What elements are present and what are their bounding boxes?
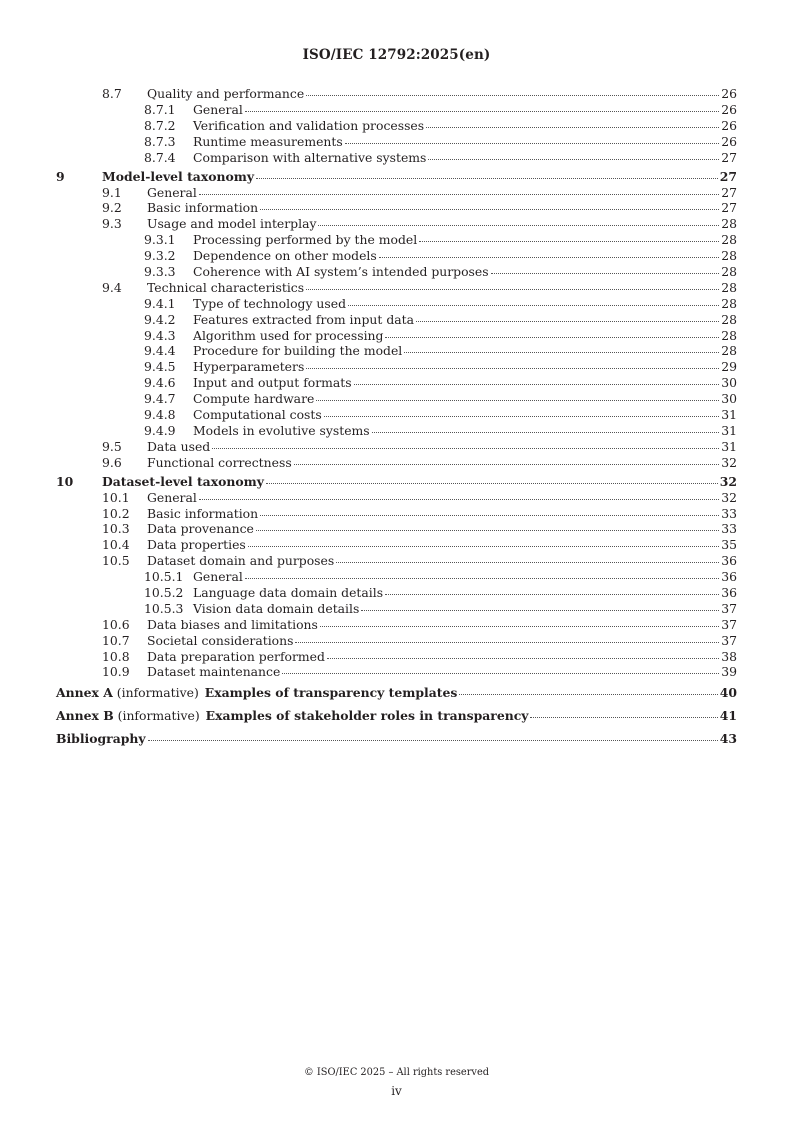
dot-leader: [361, 610, 719, 611]
dot-leader: [248, 546, 719, 547]
toc-number: 9.3: [102, 216, 122, 232]
toc-title: Quality and performance: [147, 86, 305, 101]
toc-page: 28: [721, 279, 737, 295]
toc-entry-10-7[interactable]: [56, 633, 737, 649]
dot-leader: [379, 257, 719, 258]
dot-leader: [459, 694, 717, 695]
toc-number: 9.4.5: [144, 359, 176, 375]
toc-entry-9-3-3[interactable]: [56, 264, 737, 280]
dot-leader: [256, 178, 718, 179]
copyright-footer: © ISO/IEC 2025 – All rights reserved: [303, 1067, 490, 1078]
toc-entry-9-4-7[interactable]: [56, 391, 737, 407]
dot-leader: [416, 321, 719, 322]
toc-title: General: [147, 489, 197, 505]
dot-leader: [354, 384, 720, 385]
toc-number: 9.4.9: [144, 422, 176, 438]
toc-number: 10.7: [102, 632, 130, 648]
dot-leader: [306, 95, 719, 96]
toc-number: 9.5: [102, 438, 122, 454]
toc-page: 31: [721, 407, 737, 422]
toc-page: 39: [721, 664, 737, 680]
toc-page: 27: [721, 200, 737, 216]
toc-entry-9-3-1[interactable]: [56, 232, 737, 248]
page-number: iv: [391, 1084, 402, 1098]
dot-leader: [404, 352, 719, 353]
toc-number: 10.5.3: [144, 600, 184, 616]
toc-page: 28: [721, 248, 737, 264]
toc-title: Computational costs: [193, 407, 322, 422]
toc-title: Comparison with alternative systems: [193, 149, 427, 165]
toc-page: 30: [721, 375, 737, 391]
dot-leader: [426, 127, 719, 128]
toc-number: 8.7.3: [144, 133, 176, 149]
toc-entry-9-4-9[interactable]: [56, 423, 737, 439]
annex-label: Annex A: [56, 685, 113, 701]
toc-number: 9.4.2: [144, 311, 176, 327]
toc-entry-9-5[interactable]: [56, 439, 737, 455]
dot-leader: [318, 225, 719, 226]
toc-page: 27: [719, 168, 737, 184]
toc-entry-9-6[interactable]: [56, 455, 737, 471]
toc-page: 33: [721, 505, 737, 521]
annex-informative: (informative): [116, 685, 199, 701]
toc-title: Data preparation performed: [147, 648, 325, 664]
toc-title: Data provenance: [147, 521, 254, 537]
toc-title: Dataset maintenance: [147, 664, 281, 680]
toc-entry-8-7-2[interactable]: [56, 118, 737, 134]
annex-title: Examples of stakeholder roles in transparency: [205, 708, 529, 724]
toc-page: 30: [721, 391, 737, 407]
dot-leader: [199, 499, 719, 500]
toc-entry-9[interactable]: [56, 169, 737, 185]
toc-number: 9.4.4: [144, 343, 176, 359]
toc-title: Data biases and limitations: [147, 616, 318, 632]
toc-title: Data used: [147, 438, 211, 454]
toc-entry-annex-a[interactable]: [56, 685, 737, 703]
toc-page: 35: [721, 537, 737, 553]
document-header: ISO/IEC 12792:2025(en): [302, 47, 491, 63]
toc-page: 28: [721, 343, 737, 359]
toc-number: 9.4.6: [144, 375, 176, 391]
toc-title: Vision data domain details: [193, 600, 360, 616]
toc-number: 10: [56, 473, 74, 489]
toc-title: Type of technology used: [193, 295, 347, 311]
toc-page: 28: [721, 216, 737, 232]
toc-title: General: [193, 569, 243, 585]
toc-entry-10[interactable]: [56, 474, 737, 490]
toc-title: Usage and model interplay: [147, 216, 317, 232]
toc-page: 27: [721, 184, 737, 200]
toc-page: 28: [721, 232, 737, 248]
toc-page: 41: [719, 708, 737, 724]
dot-leader: [491, 273, 720, 274]
toc-number: 10.4: [102, 537, 130, 553]
toc-title: Input and output formats: [193, 375, 352, 391]
toc-entry-10-8[interactable]: [56, 649, 737, 665]
toc-number: 9.4.1: [144, 295, 176, 311]
toc-title: Coherence with AI system’s intended purposes: [193, 263, 489, 279]
dot-leader: [428, 159, 719, 160]
toc-page: 36: [721, 584, 737, 600]
toc-page: 26: [721, 101, 737, 117]
toc-page: 31: [721, 438, 737, 454]
toc-entry-9-3[interactable]: [56, 216, 737, 232]
toc-entry-annex-b[interactable]: [56, 708, 737, 726]
toc-number: 9.3.2: [144, 248, 176, 264]
toc-title: General: [193, 101, 243, 117]
toc-entry-10-5-2[interactable]: [56, 585, 737, 601]
toc-number: 8.7: [102, 86, 122, 101]
toc-title: Hyperparameters: [193, 359, 305, 375]
toc-entry-8-7[interactable]: [56, 86, 737, 102]
bibliography-label: Bibliography: [56, 731, 146, 747]
toc-page: 26: [721, 86, 737, 101]
toc-page: 26: [721, 117, 737, 133]
toc-number: 9.4.7: [144, 391, 176, 407]
toc-page: 40: [719, 685, 737, 701]
toc-entry-10-5-1[interactable]: [56, 569, 737, 585]
toc-entry-9-4-3[interactable]: [56, 328, 737, 344]
toc-entry-10-5[interactable]: [56, 553, 737, 569]
toc-entry-8-7-1[interactable]: [56, 102, 737, 118]
toc-number: 10.5.1: [144, 569, 184, 585]
toc-title: Processing performed by the model: [193, 232, 418, 248]
toc-page: 28: [721, 295, 737, 311]
dot-leader: [306, 289, 719, 290]
toc-page: 28: [721, 263, 737, 279]
dot-leader: [282, 673, 719, 674]
toc-title: Features extracted from input data: [193, 311, 414, 327]
toc-title: [56, 731, 147, 747]
toc-number: 10.5.2: [144, 584, 184, 600]
toc-number: 10.3: [102, 521, 130, 537]
toc-entry-9-4-1[interactable]: [56, 296, 737, 312]
dot-leader: [320, 626, 719, 627]
toc-entry-bibliography[interactable]: [56, 731, 737, 749]
dot-leader: [372, 432, 720, 433]
toc-title: Technical characteristics: [147, 279, 305, 295]
dot-leader: [324, 416, 719, 417]
toc-title: Basic information: [147, 200, 259, 216]
dot-leader: [306, 368, 719, 369]
annex-label: Annex B: [56, 708, 114, 724]
toc-page: 32: [721, 489, 737, 505]
toc-page: 43: [719, 731, 737, 747]
toc-page: 29: [721, 359, 737, 375]
toc-entry-9-3-2[interactable]: [56, 248, 737, 264]
toc-title: Compute hardware: [193, 391, 315, 407]
toc-title: Dependence on other models: [193, 248, 377, 264]
toc-number: 9: [56, 168, 65, 184]
toc-title: Dataset domain and purposes: [147, 553, 335, 569]
dot-leader: [245, 111, 719, 112]
toc-number: 8.7.2: [144, 117, 176, 133]
toc-entry-8-7-4[interactable]: [56, 150, 737, 166]
toc-number: 9.4.8: [144, 407, 176, 422]
toc-number: 10.2: [102, 505, 130, 521]
toc-number: 9.3.1: [144, 232, 176, 248]
dot-leader: [245, 578, 719, 579]
toc-page: 33: [721, 521, 737, 537]
toc-entry-9-4-2[interactable]: [56, 312, 737, 328]
toc-title: Procedure for building the model: [193, 343, 403, 359]
toc-title: Algorithm used for processing: [193, 327, 384, 343]
toc-entry-9-4[interactable]: [56, 280, 737, 296]
toc-title: Verification and validation processes: [193, 117, 425, 133]
dot-leader: [348, 305, 719, 306]
toc-number: 10.8: [102, 648, 130, 664]
toc-title: Language data domain details: [193, 584, 384, 600]
dot-leader: [294, 464, 720, 465]
toc-title: [56, 685, 458, 701]
dot-leader: [148, 740, 718, 741]
toc-entry-9-4-8[interactable]: [56, 407, 737, 423]
toc-entry-9-1[interactable]: [56, 185, 737, 201]
dot-leader: [199, 194, 719, 195]
toc-number: 10.1: [102, 489, 130, 505]
toc-page: 32: [719, 473, 737, 489]
dot-leader: [385, 337, 719, 338]
toc-entry-10-6[interactable]: [56, 617, 737, 633]
toc-page: 36: [721, 553, 737, 569]
toc-entry-10-3[interactable]: [56, 521, 737, 537]
toc-entry-10-4[interactable]: [56, 537, 737, 553]
toc-number: 9.1: [102, 184, 122, 200]
toc-page: 32: [721, 454, 737, 470]
dot-leader: [212, 448, 719, 449]
toc-title: [56, 708, 529, 724]
dot-leader: [260, 209, 719, 210]
dot-leader: [530, 717, 717, 718]
toc-page: 37: [721, 600, 737, 616]
toc-number: 9.6: [102, 454, 122, 470]
toc-entry-10-5-3[interactable]: [56, 601, 737, 617]
toc-entry-9-2[interactable]: [56, 200, 737, 216]
toc-number: 8.7.1: [144, 101, 176, 117]
toc-page: 37: [721, 632, 737, 648]
toc-title: General: [147, 184, 197, 200]
toc-title: Data properties: [147, 537, 246, 553]
toc-number: 10.5: [102, 553, 130, 569]
dot-leader: [336, 562, 719, 563]
dot-leader: [266, 483, 718, 484]
dot-leader: [316, 400, 719, 401]
toc-number: 9.3.3: [144, 263, 176, 279]
toc-entry-10-1[interactable]: [56, 490, 737, 506]
toc-page: 28: [721, 311, 737, 327]
dot-leader: [419, 241, 719, 242]
table-of-contents: [56, 86, 737, 749]
dot-leader: [260, 515, 719, 516]
dot-leader: [327, 658, 719, 659]
dot-leader: [295, 642, 719, 643]
toc-title: Basic information: [147, 505, 259, 521]
annex-title: Examples of transparency templates: [204, 685, 458, 701]
toc-page: 27: [721, 149, 737, 165]
toc-number: 10.6: [102, 616, 130, 632]
toc-page: 36: [721, 569, 737, 585]
toc-number: 10.9: [102, 664, 130, 680]
toc-page: 26: [721, 133, 737, 149]
toc-page: 38: [721, 648, 737, 664]
toc-title: Runtime measurements: [193, 133, 343, 149]
toc-page: 28: [721, 327, 737, 343]
toc-number: 9.2: [102, 200, 122, 216]
toc-number: 8.7.4: [144, 149, 176, 165]
toc-title: Model-level taxonomy: [102, 168, 255, 184]
dot-leader: [385, 594, 719, 595]
toc-entry-9-4-6[interactable]: [56, 375, 737, 391]
dot-leader: [345, 143, 720, 144]
toc-number: 9.4.3: [144, 327, 176, 343]
annex-informative: (informative): [117, 708, 200, 724]
dot-leader: [256, 530, 719, 531]
toc-entry-10-9[interactable]: [56, 664, 737, 680]
toc-title: Models in evolutive systems: [193, 422, 370, 438]
toc-page: 37: [721, 616, 737, 632]
toc-entry-9-4-5[interactable]: [56, 359, 737, 375]
toc-number: 9.4: [102, 279, 122, 295]
toc-page: 31: [721, 422, 737, 438]
toc-title: Societal considerations: [147, 632, 294, 648]
toc-entry-9-4-4[interactable]: [56, 343, 737, 359]
toc-entry-8-7-3[interactable]: [56, 134, 737, 150]
toc-entry-10-2[interactable]: [56, 506, 737, 522]
toc-title: Dataset-level taxonomy: [102, 473, 264, 489]
toc-title: Functional correctness: [147, 454, 292, 470]
